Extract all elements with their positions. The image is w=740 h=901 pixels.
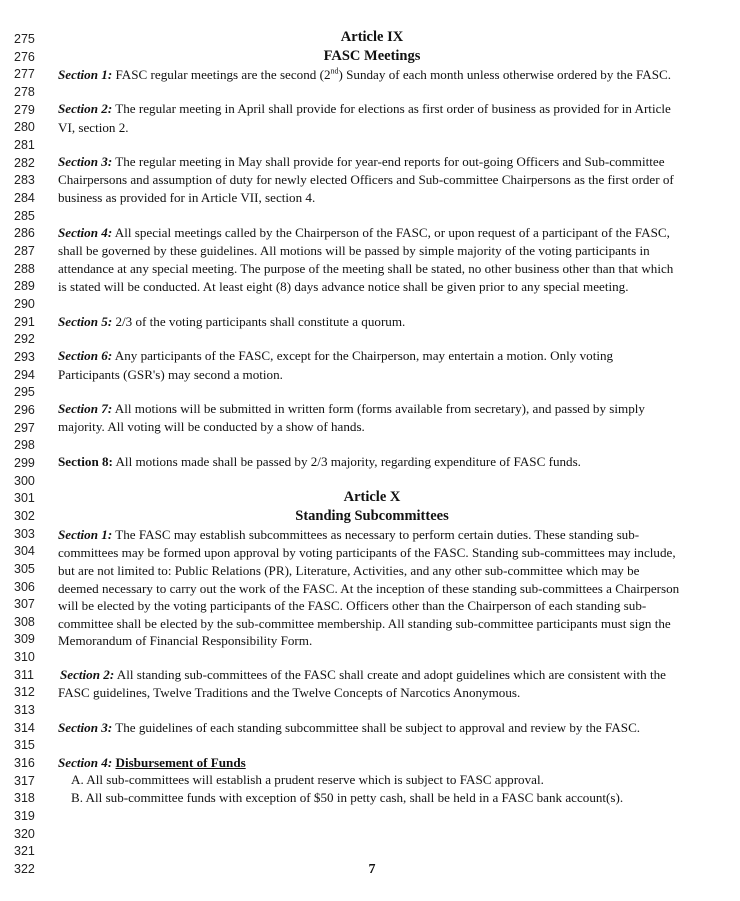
article-x-subtitle: Standing Subcommittees xyxy=(295,508,449,524)
line-number: 299 xyxy=(14,455,35,470)
section-4-text: All special meetings called by the Chairperson of the FASC, or upon request of a participant of the FASC, xyxy=(112,225,670,240)
line-number: 311 xyxy=(14,667,34,682)
section-5-line xyxy=(58,314,405,330)
section-3-label: Section 3: xyxy=(58,154,113,169)
section-3-line-3: business as provided for in Article VII, section 4. xyxy=(58,190,316,205)
x-section-4-item-a: A. All sub-committees will establish a prudent reserve which is subject to FASC approval. xyxy=(71,772,544,787)
line-number: 283 xyxy=(14,173,35,188)
section-8-label: Section 8: xyxy=(58,454,113,469)
section-2-text: The regular meeting in April shall provide for elections as first order of business as provided for in Article xyxy=(112,101,671,116)
page-number: 7 xyxy=(368,862,376,877)
line-number: 302 xyxy=(14,508,35,523)
line-number: 315 xyxy=(14,738,35,753)
section-4-line-3: attendance at any special meeting. The purpose of the meeting shall be stated, no other business other than that which xyxy=(58,261,674,276)
line-number: 288 xyxy=(14,261,35,276)
x-section-3-label: Section 3: xyxy=(58,720,113,735)
line-number: 297 xyxy=(14,420,35,435)
section-1-text-a: FASC regular meetings are the second (2 xyxy=(112,67,331,82)
line-number: 305 xyxy=(14,561,35,576)
x-section-1-line-4: deemed necessary to carry out the work of the FASC. At the inception of these standing sub-committees a Chairperson xyxy=(58,581,680,596)
line-number: 301 xyxy=(14,491,35,506)
section-6-line-2: Participants (GSR's) may second a motion. xyxy=(58,367,283,382)
section-1-sup: nd xyxy=(330,66,339,76)
x-section-1-line-3: but are not limited to: Public Relations (PR), Literature, Activities, and any other sub-committee which may be xyxy=(58,563,640,578)
section-8-line xyxy=(58,454,581,470)
section-7-line-2: majority. All voting will be conducted by a show of hands. xyxy=(58,419,365,434)
section-4-line-4: is stated will be conducted. At least eight (8) days advance notice shall be given prior to any special meeting. xyxy=(58,279,629,294)
section-7-label: Section 7: xyxy=(58,401,113,416)
line-number: 303 xyxy=(14,526,35,541)
line-number: 280 xyxy=(14,120,35,135)
section-6-label: Section 6: xyxy=(58,348,113,363)
line-number: 275 xyxy=(14,32,35,46)
line-number: 289 xyxy=(14,279,35,294)
line-number: 313 xyxy=(14,703,35,718)
section-7-line-1 xyxy=(58,401,645,417)
x-section-1-line-2: committees may be formed upon approval by voting participants of the FASC. Standing sub-committees may include, xyxy=(58,545,676,560)
line-number: 319 xyxy=(14,809,35,823)
line-number: 307 xyxy=(14,597,35,612)
section-1-line xyxy=(58,67,671,83)
section-8-text: All motions made shall be passed by 2/3 majority, regarding expenditure of FASC funds. xyxy=(112,454,581,469)
x-section-2-text: All standing sub-committees of the FASC shall create and adopt guidelines which are consistent with the xyxy=(114,667,666,682)
line-number: 316 xyxy=(14,756,35,771)
section-2-line-2: VI, section 2. xyxy=(58,120,129,135)
section-3-line-2: Chairpersons and assumption of duty for newly elected Officers and Sub-committee Chairpersons as the first order of xyxy=(58,172,674,187)
line-number: 314 xyxy=(14,720,35,735)
x-section-4-label: Section 4: xyxy=(58,755,113,770)
x-section-1-line-7: Memorandum of Financial Responsibility Form. xyxy=(58,633,313,648)
section-5-text: 2/3 of the voting participants shall constitute a quorum. xyxy=(112,314,406,329)
x-section-2-label: Section 2: xyxy=(60,667,115,682)
line-number: 291 xyxy=(14,314,35,329)
line-number: 318 xyxy=(14,791,35,806)
section-4-line-2: shall be governed by these guidelines. All motions will be passed by simple majority of the voting participants in xyxy=(58,243,650,258)
section-3-line-1 xyxy=(58,154,665,170)
line-number: 306 xyxy=(14,579,35,594)
line-number: 290 xyxy=(14,296,35,311)
line-number: 300 xyxy=(14,473,35,488)
line-number: 321 xyxy=(14,844,35,859)
x-section-4-item-b: B. All sub-committee funds with exception of $50 in petty cash, shall be held in a FASC bank account(s). xyxy=(71,790,624,805)
line-number: 278 xyxy=(14,85,35,99)
disbursement-heading: Disbursement of Funds xyxy=(115,755,246,770)
section-4-line-1 xyxy=(58,225,670,241)
x-section-1-line-6: committee shall be elected by the sub-committee membership. All standing sub-committee participants must sign the xyxy=(58,616,671,631)
article-ix-subtitle: FASC Meetings xyxy=(323,48,421,64)
line-number: 276 xyxy=(14,49,35,64)
x-section-2-line-2: FASC guidelines, Twelve Traditions and the Twelve Concepts of Narcotics Anonymous. xyxy=(58,685,521,700)
article-ix-title: Article IX xyxy=(340,29,404,45)
line-number: 298 xyxy=(14,438,35,453)
line-number: 279 xyxy=(14,102,35,117)
section-1-text-b: ) Sunday of each month unless otherwise ordered by the FASC. xyxy=(338,67,671,82)
x-section-1-line-5: will be elected by the voting participants of the FASC. Officers other than the Chairperson of each standing sub- xyxy=(58,598,647,613)
line-number: 322 xyxy=(14,862,35,876)
section-7-text: All motions will be submitted in written form (forms available from secretary), and passed by simply xyxy=(112,401,645,416)
section-1-label: Section 1: xyxy=(58,67,113,82)
line-number: 293 xyxy=(14,349,35,364)
x-section-2-line-1 xyxy=(60,667,666,683)
section-6-text: Any participants of the FASC, except for the Chairperson, may entertain a motion. Only voting xyxy=(112,348,614,363)
line-number: 281 xyxy=(14,138,35,152)
x-section-3-line xyxy=(58,720,640,736)
line-number: 286 xyxy=(14,226,35,241)
section-4-label: Section 4: xyxy=(58,225,113,240)
line-number: 277 xyxy=(14,67,35,82)
line-number: 304 xyxy=(14,544,35,559)
section-5-label: Section 5: xyxy=(58,314,113,329)
line-number: 285 xyxy=(14,208,35,223)
line-number: 317 xyxy=(14,773,35,788)
line-number: 308 xyxy=(14,614,35,629)
line-number: 310 xyxy=(14,650,35,665)
line-number: 282 xyxy=(14,155,35,170)
x-section-3-text: The guidelines of each standing subcommittee shall be subject to approval and review by the FASC. xyxy=(112,720,641,735)
line-number: 295 xyxy=(14,385,35,400)
x-section-1-label: Section 1: xyxy=(58,527,113,542)
section-2-label: Section 2: xyxy=(58,101,113,116)
section-6-line-1 xyxy=(58,348,613,364)
section-2-line-1 xyxy=(58,101,671,117)
line-number: 284 xyxy=(14,190,35,205)
line-number: 320 xyxy=(14,826,35,841)
article-x-title: Article X xyxy=(343,489,401,505)
line-number: 287 xyxy=(14,243,35,258)
line-number: 312 xyxy=(14,685,35,700)
line-number: 294 xyxy=(14,367,35,382)
x-section-1-text: The FASC may establish subcommittees as necessary to perform certain duties. These standing sub- xyxy=(112,527,640,542)
x-section-1-line-1 xyxy=(58,527,639,543)
line-number: 296 xyxy=(14,402,35,417)
line-number: 309 xyxy=(14,632,35,647)
x-section-4-line xyxy=(58,755,246,771)
section-3-text: The regular meeting in May shall provide for year-end reports for out-going Officers and Sub-committee xyxy=(112,154,665,169)
line-number: 292 xyxy=(14,332,35,347)
